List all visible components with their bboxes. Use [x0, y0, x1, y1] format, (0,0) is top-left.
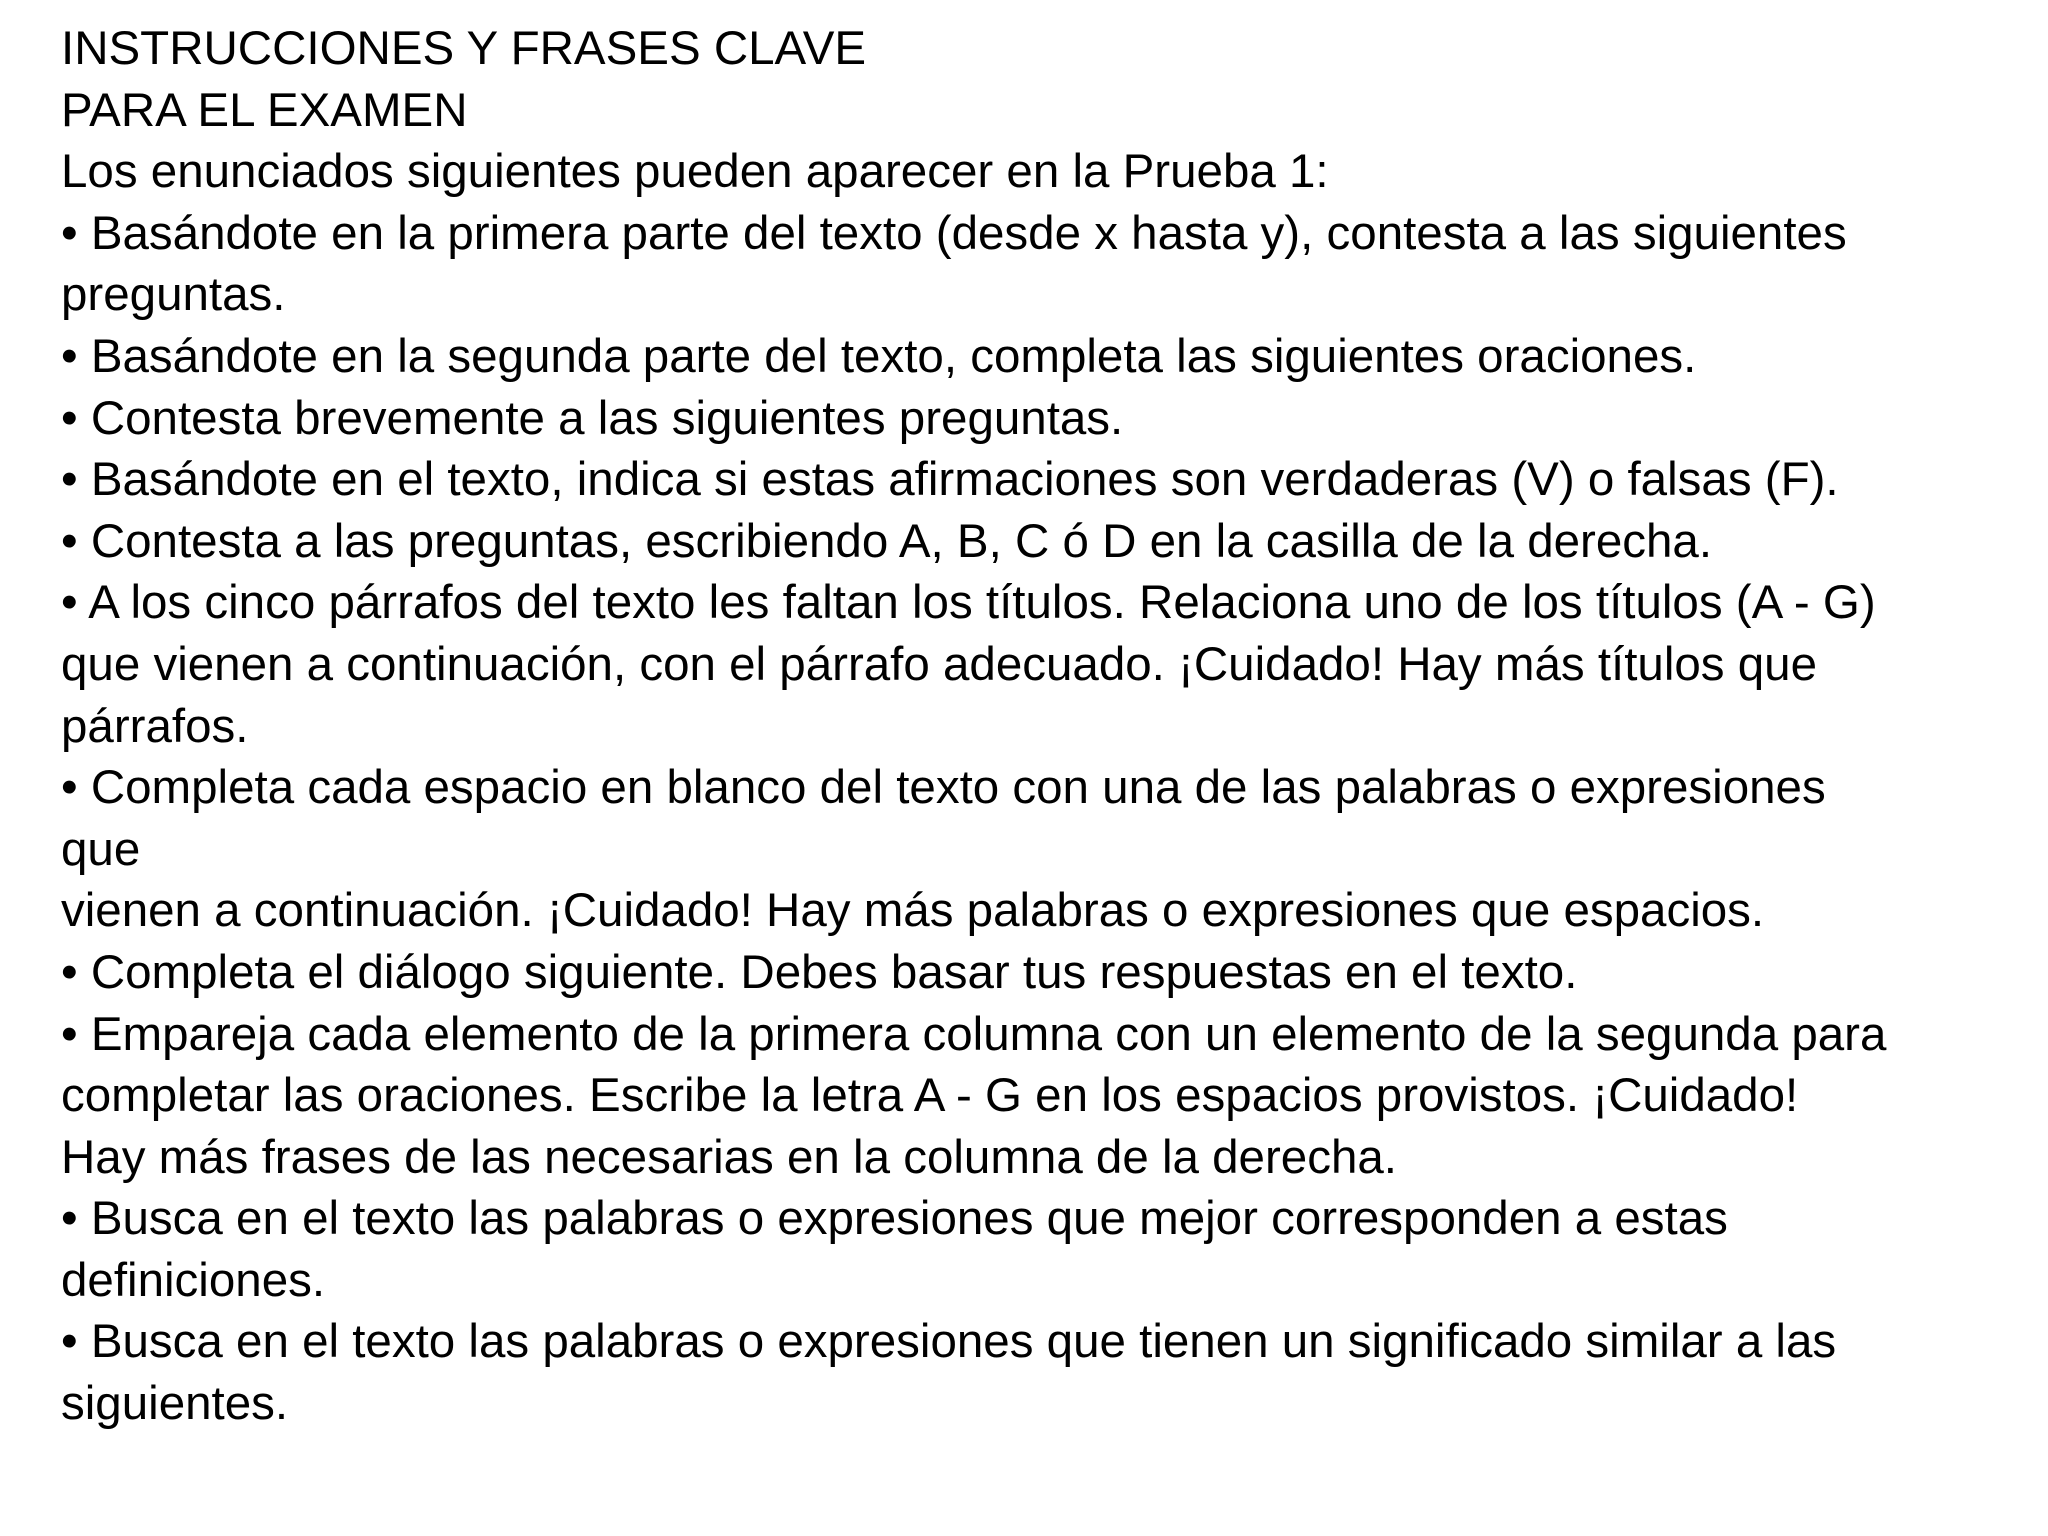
instruction-line: • Contesta a las preguntas, escribiendo A, B, C ó D en la casilla de la derecha.	[61, 514, 1713, 568]
instruction-line: • Empareja cada elemento de la primera columna con un elemento de la segunda para	[61, 1007, 1887, 1061]
instruction-line: • Completa cada espacio en blanco del texto con una de las palabras o expresiones	[61, 761, 1826, 815]
instruction-line: • Busca en el texto las palabras o expresiones que mejor corresponden a estas	[61, 1192, 1728, 1246]
instruction-line: • Basándote en el texto, indica si estas afirmaciones son verdaderas (V) o falsas (F).	[61, 453, 1839, 507]
intro-text: Los enunciados siguientes pueden aparecer en la Prueba 1:	[61, 145, 1329, 199]
instruction-line: preguntas.	[61, 268, 286, 322]
instruction-line: • Busca en el texto las palabras o expresiones que tienen un significado similar a las	[61, 1315, 1837, 1369]
document-body	[61, 18, 2046, 1435]
instruction-line: • Basándote en la segunda parte del texto, completa las siguientes oraciones.	[61, 329, 1697, 383]
instruction-line: • Completa el diálogo siguiente. Debes basar tus respuestas en el texto.	[61, 945, 1578, 999]
instruction-line: Hay más frases de las necesarias en la columna de la derecha.	[61, 1130, 1397, 1184]
instruction-line: definiciones.	[61, 1253, 326, 1307]
instruction-line: siguientes.	[61, 1377, 289, 1431]
instruction-line: • A los cinco párrafos del texto les faltan los títulos. Relaciona uno de los títulos (A - G)	[61, 576, 1876, 630]
instruction-line: párrafos.	[61, 699, 249, 753]
instruction-line: • Contesta brevemente a las siguientes preguntas.	[61, 391, 1124, 445]
instruction-line: que	[61, 822, 141, 876]
instruction-line: vienen a continuación. ¡Cuidado! Hay más palabras o expresiones que espacios.	[61, 884, 1765, 938]
document-title-line-2: PARA EL EXAMEN	[61, 83, 468, 137]
instruction-line: completar las oraciones. Escribe la letra A - G en los espacios provistos. ¡Cuidado!	[61, 1069, 1799, 1123]
document-title-line-1: INSTRUCCIONES Y FRASES CLAVE	[61, 22, 867, 75]
instruction-line: que vienen a continuación, con el párrafo adecuado. ¡Cuidado! Hay más títulos que	[61, 637, 1817, 691]
instruction-line: • Basándote en la primera parte del texto (desde x hasta y), contesta a las siguientes	[61, 206, 1847, 260]
